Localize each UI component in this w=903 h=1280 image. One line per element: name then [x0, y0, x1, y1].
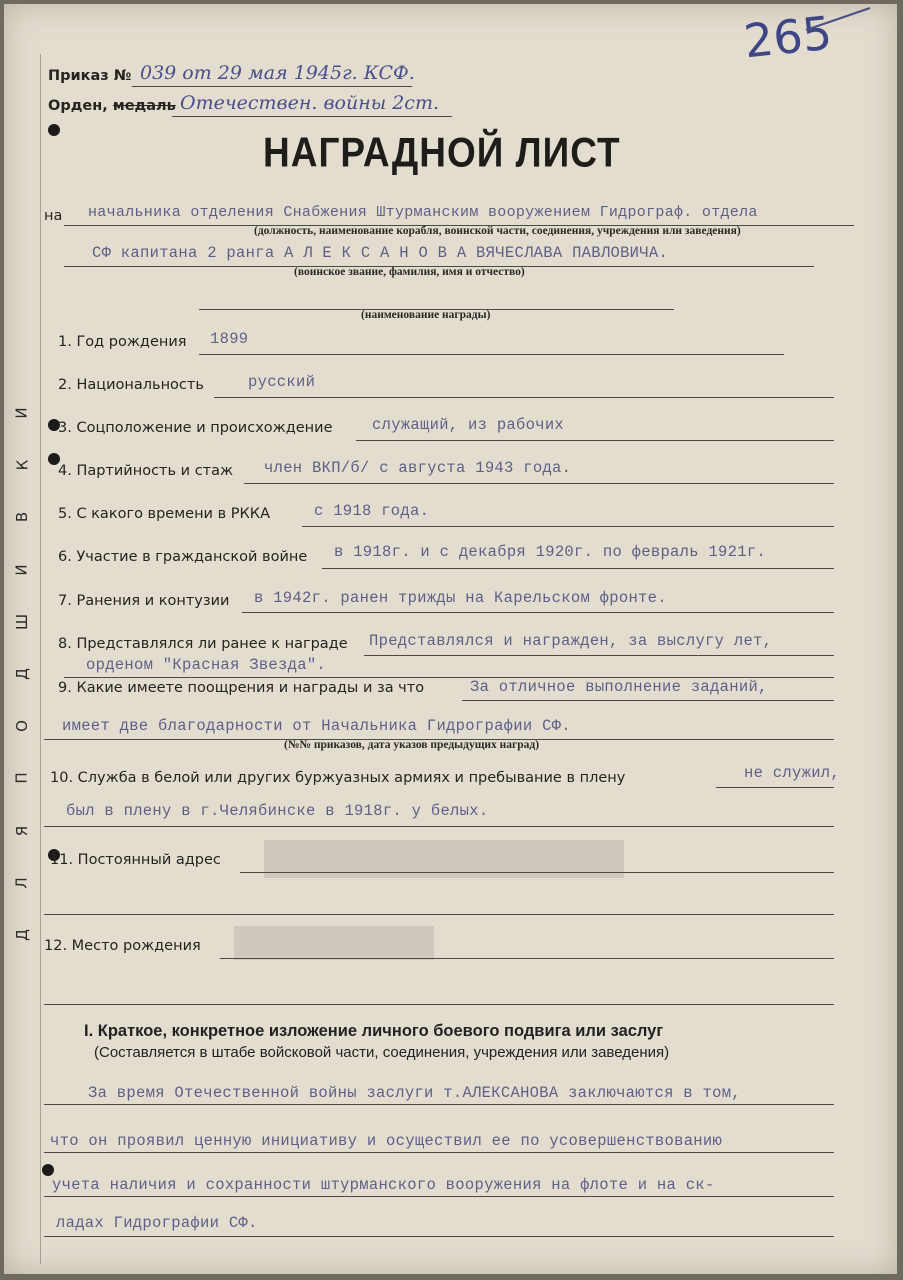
handwritten-sheet-number: 265	[741, 5, 835, 69]
party-value: член ВКП/б/ с августа 1943 года.	[264, 459, 572, 477]
order-value: 039 от 29 мая 1945г. КСФ.	[140, 62, 415, 84]
rkka-underline	[302, 526, 834, 527]
white-army-label: 10. Служба в белой или других буржуазных армиях и пребывание в плену	[50, 770, 626, 786]
nationality-label: 2. Национальность	[58, 377, 204, 393]
merit-underline	[44, 1152, 834, 1153]
birth-year-underline	[199, 354, 784, 355]
birthplace-label: 12. Место рождения	[44, 938, 201, 954]
prev-award-value-line1: Представлялся и награжден, за выслугу лет,	[369, 632, 773, 650]
nominee-name: СФ капитана 2 ранга А Л Е К С А Н О В А ВЯЧЕСЛАВА ПАВЛОВИЧА.	[92, 244, 669, 262]
merit-underline	[44, 1104, 834, 1105]
order-label: Приказ №	[48, 68, 132, 84]
award-sheet	[4, 4, 897, 1274]
white-army-underline-1	[716, 787, 834, 788]
civil-war-label: 6. Участие в гражданской войне	[58, 549, 308, 565]
nominee-position: начальника отделения Снабжения Штурманским вооружением Гидрограф. отдела	[88, 204, 758, 221]
social-origin-underline	[356, 440, 834, 441]
document-title: НАГРАДНОЙ ЛИСТ	[263, 129, 621, 176]
birthplace-underline-1	[220, 958, 834, 959]
side-letter: Ш	[12, 613, 31, 630]
nationality-underline	[214, 397, 834, 398]
side-letter: И	[12, 407, 31, 419]
encouragements-caption: (№№ приказов, дата указов предыдущих наград)	[284, 739, 540, 751]
award-underline	[172, 116, 452, 117]
encouragements-label: 9. Какие имеете поощрения и награды и за что	[58, 680, 425, 696]
award-label-order: Орден,	[48, 98, 108, 114]
merit-text-line: что он проявил ценную инициативу и осуществил ее по усовершенствованию	[50, 1132, 723, 1150]
merit-text-line: учета наличия и сохранности штурманского вооружения на флоте и на ск-	[52, 1176, 715, 1194]
white-army-value-line2: был в плену в г.Челябинске в 1918г. у белых.	[66, 802, 489, 820]
address-label: 11. Постоянный адрес	[50, 852, 221, 868]
prev-award-underline-1	[364, 655, 834, 656]
birth-year-label: 1. Год рождения	[58, 334, 187, 350]
side-letter: И	[12, 563, 31, 576]
birthplace-underline-2	[44, 1004, 834, 1005]
award-name-caption: (наименование награды)	[361, 309, 491, 321]
section1-heading: I. Краткое, конкретное изложение личного боевого подвига или заслуг	[84, 1022, 664, 1040]
redacted-birthplace	[234, 926, 434, 960]
merit-underline	[44, 1196, 834, 1197]
nationality-value: русский	[248, 373, 316, 391]
nominee-prefix: на	[44, 208, 63, 224]
fold-line	[40, 54, 41, 1264]
merit-underline	[44, 1236, 834, 1237]
rkka-label: 5. С какого времени в РККА	[58, 506, 270, 522]
wounds-underline	[242, 612, 834, 613]
wounds-label: 7. Ранения и контузии	[58, 593, 230, 609]
pencil-stroke	[804, 4, 874, 34]
position-caption: (должность, наименование корабля, воинской части, соединения, учреждения или заведения)	[254, 225, 741, 237]
wounds-value: в 1942г. ранен трижды на Карельском фронте.	[254, 589, 667, 607]
side-letter: О	[13, 720, 31, 733]
punch-hole	[42, 1164, 54, 1176]
award-label-medal-struck: медаль	[112, 98, 176, 114]
merit-text-line: За время Отечественной войны заслуги т.АЛЕКСАНОВА заключаются в том,	[88, 1084, 741, 1102]
civil-war-value: в 1918г. и с декабря 1920г. по февраль 1921г.	[334, 543, 767, 561]
merit-text-line: ладах Гидрографии СФ.	[56, 1214, 258, 1232]
order-underline	[132, 86, 412, 87]
side-letter: Д	[13, 668, 31, 680]
rkka-value: с 1918 года.	[314, 502, 430, 520]
social-origin-value: служащий, из рабочих	[372, 416, 565, 434]
side-letter: Д	[13, 929, 31, 941]
encouragements-underline-1	[462, 700, 834, 701]
party-label: 4. Партийность и стаж	[58, 463, 234, 479]
civil-war-underline	[322, 568, 834, 569]
section1-subheading: (Составляется в штабе войсковой части, соединения, учреждения или заведения)	[94, 1044, 670, 1061]
white-army-underline-2	[44, 826, 834, 827]
encouragements-value-line2: имеет две благодарности от Начальника Гидрографии СФ.	[62, 717, 571, 735]
address-underline-1	[240, 872, 834, 873]
name-caption: (воинское звание, фамилия, имя и отчество)	[294, 266, 525, 278]
party-underline	[244, 483, 834, 484]
prev-award-value-line2: орденом "Красная Звезда".	[86, 656, 327, 674]
side-letter: Л	[13, 877, 31, 889]
side-letter: П	[13, 772, 31, 784]
side-letter: К	[13, 459, 31, 471]
side-letter: Я	[13, 825, 31, 836]
encouragements-value-line1: За отличное выполнение заданий,	[470, 678, 768, 696]
side-letter: В	[12, 512, 31, 523]
award-label	[48, 98, 176, 114]
prev-award-label: 8. Представлялся ли ранее к награде	[58, 636, 348, 652]
birth-year-value: 1899	[210, 330, 249, 348]
social-origin-label: 3. Соцположение и происхождение	[58, 420, 333, 436]
award-value: Отечествен. войны 2ст.	[180, 92, 440, 114]
side-label-for-signatures	[7, 404, 37, 944]
white-army-value-line1: не служил,	[744, 764, 841, 782]
punch-hole	[48, 124, 60, 136]
address-underline-2	[44, 914, 834, 915]
